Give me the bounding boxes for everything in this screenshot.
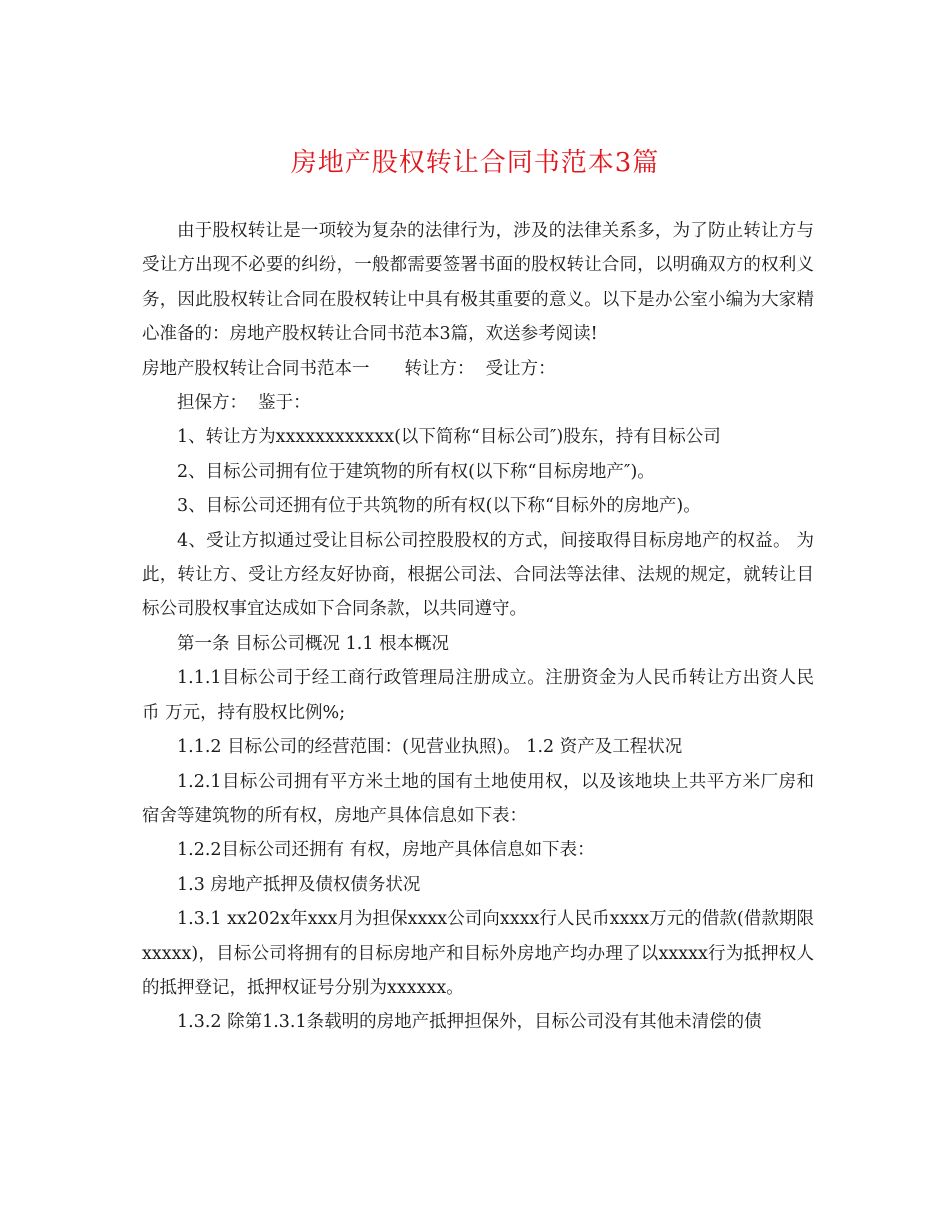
paragraph-parties: 房地产股权转让合同书范本一 转让方： 受让方： [142, 358, 556, 379]
paragraph-clause-1-2-2: 1.2.2目标公司还拥有 有权，房地产具体信息如下表： [177, 840, 595, 861]
paragraph-article-1-heading: 第一条 目标公司概况 1.1 根本概况 [177, 633, 450, 654]
paragraph-recital-3: 3、目标公司还拥有位于共筑物的所有权(以下称“目标外的房地产)。 [177, 496, 701, 517]
paragraph-recital-1: 1、转让方为xxxxxxxxxxxx(以下简称“目标公司″)股东，持有目标公司 [177, 427, 721, 448]
paragraph-clause-1-3: 1.3 房地产抵押及债权债务状况 [177, 874, 421, 895]
paragraph-clause-1-1-1: 1.1.1目标公司于经工商行政管理局注册成立。注册资金为人民币转让方出资人民币 万元，持有股权比例%; [142, 668, 814, 723]
paragraph-clause-1-3-1: 1.3.1 xx202x年xxx月为担保xxxx公司向xxxx行人民币xxxx万元的借款(借款期限xxxxx)，目标公司将拥有的目标房地产和目标外房地产均办理了以xxxxx行为抵押权人的抵押登记，抵押权证号分别为xxxxxx。 [142, 909, 814, 998]
paragraph-guarantor: 担保方： 鉴于： [177, 393, 311, 414]
paragraph-clause-1-2-1: 1.2.1目标公司拥有平方米土地的国有土地使用权，以及该地块上共平方米厂房和宿舍等建筑物的所有权，房地产具体信息如下表： [142, 771, 814, 826]
paragraph-clause-1-1-2: 1.1.2 目标公司的经营范围：(见营业执照)。 1.2 资产及工程状况 [177, 737, 683, 758]
document-body [142, 214, 814, 1040]
paragraph-recital-4: 4、受让方拟通过受让目标公司控股股权的方式，间接取得目标房地产的权益。 为此，转让方、受让方经友好协商，根据公司法、合同法等法律、法规的规定，就转让目标公司股权事宜达成如下合同条款，以共同遵守。 [142, 530, 814, 620]
paragraph-intro: 由于股权转让是一项较为复杂的法律行为，涉及的法律关系多，为了防止转让方与受让方出现不必要的纠纷，一般都需要签署书面的股权转让合同，以明确双方的权利义务，因此股权转让合同在股权转让中具有极其重要的意义。以下是办公室小编为大家精心准备的：房地产股权转让合同书范本3篇，欢送参考阅读! [142, 221, 814, 345]
paragraph-recital-2: 2、目标公司拥有位于建筑物的所有权(以下称“目标房地产″)。 [177, 461, 655, 482]
paragraph-clause-1-3-2: 1.3.2 除第1.3.1条载明的房地产抵押担保外，目标公司没有其他未清偿的债 [177, 1012, 762, 1033]
document-title: 房地产股权转让合同书范本3篇 [290, 148, 660, 178]
